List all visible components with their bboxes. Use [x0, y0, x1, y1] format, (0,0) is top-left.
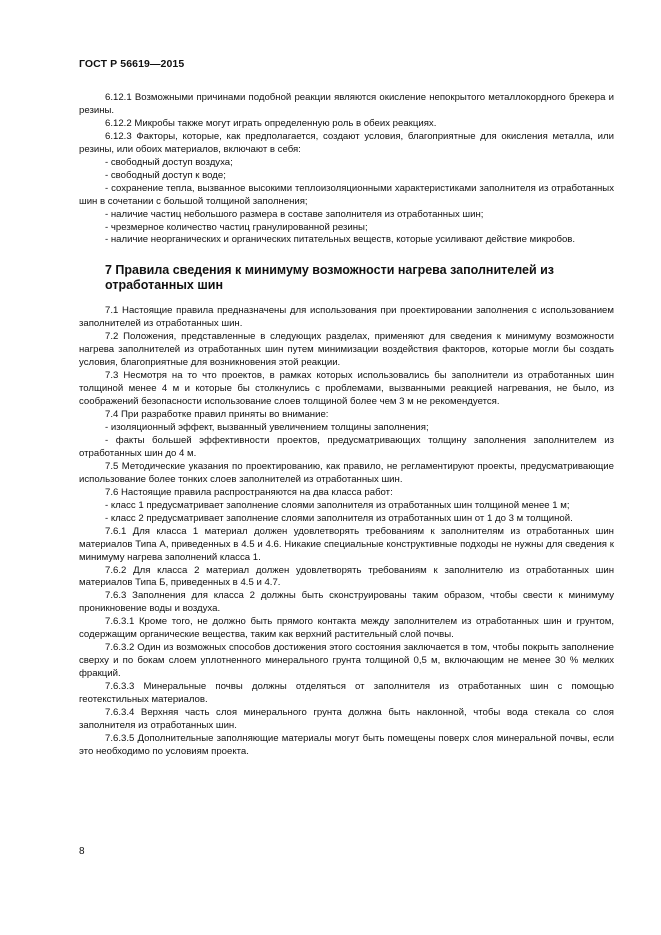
list-item-rubber-particles: - чрезмерное количество частиц гранулированной резины;: [105, 221, 368, 233]
paragraph-7-6-3-4: 7.6.3.4 Верхняя часть слоя минерального грунта должна быть наклонной, чтобы вода стекала со слоя заполнителя из отработанных шин.: [79, 706, 614, 731]
paragraph-6-12-1: 6.12.1 Возможными причинами подобной реакции являются окисление непокрытого металлокордного брекера и резины.: [79, 92, 614, 116]
list-item-insulation: - изоляционный эффект, вызванный увеличением толщины заполнения;: [105, 422, 429, 434]
paragraph-7-6-3: 7.6.3 Заполнения для класса 2 должны быть сконструированы таким образом, чтобы свести к минимуму проникновение воды и воздуха.: [79, 590, 614, 615]
paragraph-7-3: 7.3 Несмотря на то что проектов, в рамках которых использовались бы заполнители из отработанных шин толщиной менее 4 м и которые бы столкнулись с проблемами, вызванными реакцией нагревания, не было, из соображений безопасности использование слоев толщиной более чем 3 м не рекомендуется.: [79, 370, 614, 408]
paragraph-7-4: 7.4 При разработке правил приняты во внимание:: [105, 409, 329, 421]
standard-header: ГОСТ Р 56619—2015: [79, 58, 185, 70]
paragraph-7-6-3-1: 7.6.3.1 Кроме того, не должно быть прямого контакта между заполнителем из отработанных шин и грунтом, содержащим органические вещества, таким как верхний растительный слой почвы.: [79, 616, 614, 641]
paragraph-7-5: 7.5 Методические указания по проектированию, как правило, не регламентируют проекты, предусматривающие использование более тонких слоев заполнителей из отработанных шин.: [79, 460, 614, 485]
list-item-class-1: - класс 1 предусматривает заполнение слоями заполнителя из отработанных шин толщиной менее 1 м;: [105, 499, 570, 511]
section-7-heading: 7 Правила сведения к минимуму возможности нагрева заполнителей из отработанных шин: [105, 263, 555, 293]
list-item-water: - свободный доступ к воде;: [105, 169, 226, 181]
list-item-efficiency: - факты большей эффективности проектов, предусматривающих толщину заполнения заполнителем из отработанных шин до 4 м.: [79, 434, 614, 459]
paragraph-6-12-3: 6.12.3 Факторы, которые, как предполагается, создают условия, благоприятные для окисления металла, или резины, или обоих материалов, включают в себя:: [79, 130, 614, 155]
paragraph-7-6-3-5: 7.6.3.5 Дополнительные заполняющие материалы могут быть помещены поверх слоя минеральной почвы, если это необходимо по условиям проекта.: [79, 732, 614, 757]
list-item-small-particles: - наличие частиц небольшого размера в составе заполнителя из отработанных шин;: [105, 208, 484, 220]
list-item-nutrients: - наличие неорганических и органических питательных веществ, которые усиливают действие микробов.: [105, 234, 576, 246]
paragraph-6-12-2: 6.12.2 Микробы также могут играть определенную роль в обеих реакциях.: [105, 117, 437, 129]
page-number: 8: [79, 846, 85, 857]
list-item-heat: - сохранение тепла, вызванное высокими теплоизоляционными характеристиками заполнителя из отработанных шин в сочетании с большой толщиной заполнения;: [79, 182, 614, 207]
paragraph-7-2: 7.2 Положения, представленные в следующих разделах, применяют для сведения к минимуму возможности нагрева заполнителей из отработанных шин путем минимизации воздействия факторов, которые могли бы создать условия, благоприятные для возникновения этой реакции.: [79, 331, 614, 369]
list-item-class-2: - класс 2 предусматривает заполнение слоями заполнителя из отработанных шин от 1 до 3 м толщиной.: [105, 512, 573, 524]
paragraph-7-6-1: 7.6.1 Для класса 1 материал должен удовлетворять требованиям к заполнителям из отработанных шин материалов Типа А, приведенных в 4.5 и 4.6. Никакие специальные конструктивные подходы не нужны для сведения к минимуму нагрева заполнений класса 1.: [79, 525, 614, 563]
paragraph-7-6-3-3: 7.6.3.3 Минеральные почвы должны отделяться от заполнителя из отработанных шин с помощью геотекстильных материалов.: [79, 681, 614, 706]
paragraph-7-6-3-2: 7.6.3.2 Один из возможных способов достижения этого состояния заключается в том, чтобы покрыть заполнение сверху и по бокам слоем уплотненного минерального грунта толщиной 0,5 м, включающим не менее 30 % мелких фракций.: [79, 642, 614, 680]
paragraph-7-6: 7.6 Настоящие правила распространяются на два класса работ:: [105, 486, 393, 498]
paragraph-7-6-2: 7.6.2 Для класса 2 материал должен удовлетворять требованиям к заполнителю из отработанных шин материалов Типа Б, приведенных в 4.5 и 4.7.: [79, 564, 614, 589]
paragraph-7-1: 7.1 Настоящие правила предназначены для использования при проектировании заполнения с использованием заполнителей из отработанных шин.: [79, 305, 614, 330]
document-body: [79, 92, 614, 759]
list-item-air: - свободный доступ воздуха;: [105, 156, 233, 168]
